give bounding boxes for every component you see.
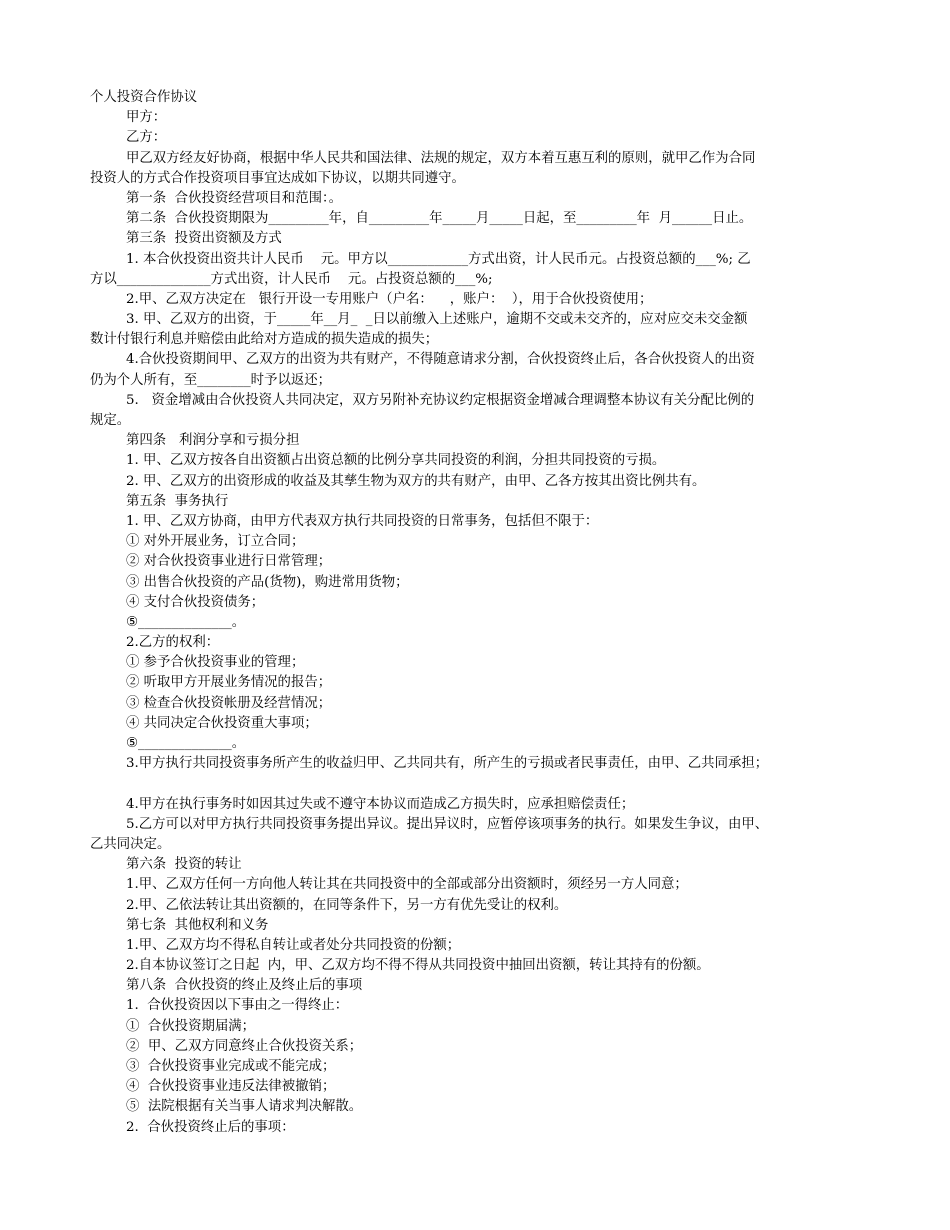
body-line: 2.甲、乙双方决定在 银行开设一专用账户（户名： ，账户： ），用于合伙投资使用； (126, 291, 653, 307)
body-line: ④ 支付合伙投资债务； (126, 594, 265, 610)
body-line: 3. 甲、乙双方的出资，于_____年__月_ _日以前缴入上述账户，逾期不交或未交齐的，应对应交未交金额 (126, 312, 748, 328)
body-line: 4.合伙投资期间甲、乙双方的出资为共有财产，不得随意请求分割，合伙投资终止后，各合伙投资人的出资 (126, 352, 755, 368)
body-line: 1. 甲、乙双方按各自出资额占出资总额的比例分享共同投资的利润，分担共同投资的亏损。 (126, 453, 666, 469)
body-line: 第一条 合伙投资经营项目和范围：。 (126, 190, 343, 206)
document-body (90, 108, 870, 1138)
body-line: 1. 合伙投资因以下事由之一得终止： (126, 998, 349, 1014)
body-line: 3.甲方执行共同投资事务所产生的收益归甲、乙共同共有，所产生的亏损或者民事责任，由甲、乙共同承担； (126, 756, 769, 772)
body-line: 第二条 合伙投资期限为_________年，自_________年_____月_____日起，至_________年 月______日止。 (126, 211, 753, 227)
body-line: ④ 合伙投资事业违反法律被撤销； (126, 1079, 336, 1095)
body-line: ① 合伙投资期届满； (126, 1018, 256, 1034)
body-line: 第三条 投资出资额及方式 (126, 231, 282, 247)
body-line: ④ 共同决定合伙投资重大事项； (126, 715, 318, 731)
body-line: 乙方： (126, 130, 167, 146)
body-line: 1. 本合伙投资出资共计人民币 元。甲方以____________方式出资，计人民币元。占投资总额的___%; 乙 (126, 251, 751, 267)
body-line: ⑤ 法院根据有关当事人请求判决解散。 (126, 1099, 363, 1115)
body-line: 乙共同决定。 (90, 836, 171, 852)
body-line: 第七条 其他权利和义务 (126, 917, 269, 933)
body-line: 2.自本协议签订之日起 内，甲、乙双方均不得不得从共同投资中抽回出资额，转让其持有的份额。 (126, 958, 710, 974)
document-title: 个人投资合作协议 (90, 90, 198, 105)
body-line: 甲方： (126, 110, 167, 126)
body-line: 2.甲、乙依法转让其出资额的，在同等条件下，另一方有优先受让的权利。 (126, 897, 568, 913)
body-line: ① 参予合伙投资事业的管理； (126, 655, 305, 671)
body-line: ③ 合伙投资事业完成或不能完成； (126, 1059, 336, 1074)
body-line: 第六条 投资的转让 (126, 857, 242, 873)
body-line: ③ 出售合伙投资的产品(货物)，购进常用货物； (126, 574, 409, 590)
document-page (90, 88, 870, 1138)
body-line: 投资人的方式合作投资项目事宜达成如下协议，以期共同遵守。 (90, 170, 465, 186)
body-line: 甲乙双方经友好协商，根据中华人民共和国法律、法规的规定，双方本着互惠互利的原则，就甲乙作为合同 (126, 150, 756, 166)
body-line: 2. 合伙投资终止后的事项： (126, 1119, 295, 1135)
body-line: ② 对合伙投资事业进行日常管理； (126, 554, 332, 570)
body-line: 2.乙方的权利： (126, 635, 220, 651)
body-line: 5.乙方可以对甲方执行共同投资事务提出异议。提出异议时，应暂停该项事务的执行。如果发生争议，由甲、 (126, 816, 769, 832)
body-line: 2. 甲、乙双方的出资形成的收益及其孳生物为双方的共有财产，由甲、乙各方按其出资比例共有。 (126, 473, 706, 489)
body-line: 1. 甲、乙双方协商，由甲方代表双方执行共同投资的日常事务，包括但不限于： (126, 513, 599, 529)
body-line: 1.甲、乙双方任何一方向他人转让其在共同投资中的全部或部分出资额时，须经另一方人同意； (126, 877, 688, 893)
body-line: ⑤______________。 (126, 736, 246, 751)
body-line: 仍为个人所有，至________时予以返还； (90, 372, 332, 388)
blank-line (90, 774, 870, 794)
body-line: 数计付银行利息并赔偿由此给对方造成的损失造成的损失； (90, 332, 439, 348)
body-line: ⑤______________。 (126, 614, 246, 630)
body-line: ② 甲、乙双方同意终止合伙投资关系； (126, 1038, 363, 1054)
body-line: 5. 资金增减由合伙投资人共同决定，双方另附补充协议约定根据资金增减合理调整本协议有关分配比例的 (126, 392, 755, 408)
body-line: ③ 检查合伙投资帐册及经营情况； (126, 695, 332, 711)
body-line: 1.甲、乙双方均不得私自转让或者处分共同投资的份额； (126, 937, 461, 953)
body-line: 规定。 (90, 413, 131, 428)
body-line: 第八条 合伙投资的终止及终止后的事项 (126, 978, 363, 994)
body-line: 第五条 事务执行 (126, 493, 229, 509)
body-line: 4.甲方在执行事务时如因其过失或不遵守本协议而造成乙方损失时，应承担赔偿责任； (126, 796, 635, 812)
body-line: ① 对外开展业务，订立合同； (126, 534, 305, 550)
body-line: 方以______________方式出资，计人民币 元。占投资总额的___%; (90, 271, 493, 287)
body-line: ② 听取甲方开展业务情况的报告； (126, 675, 332, 691)
body-line: 第四条 利润分享和亏损分担 (126, 433, 300, 449)
